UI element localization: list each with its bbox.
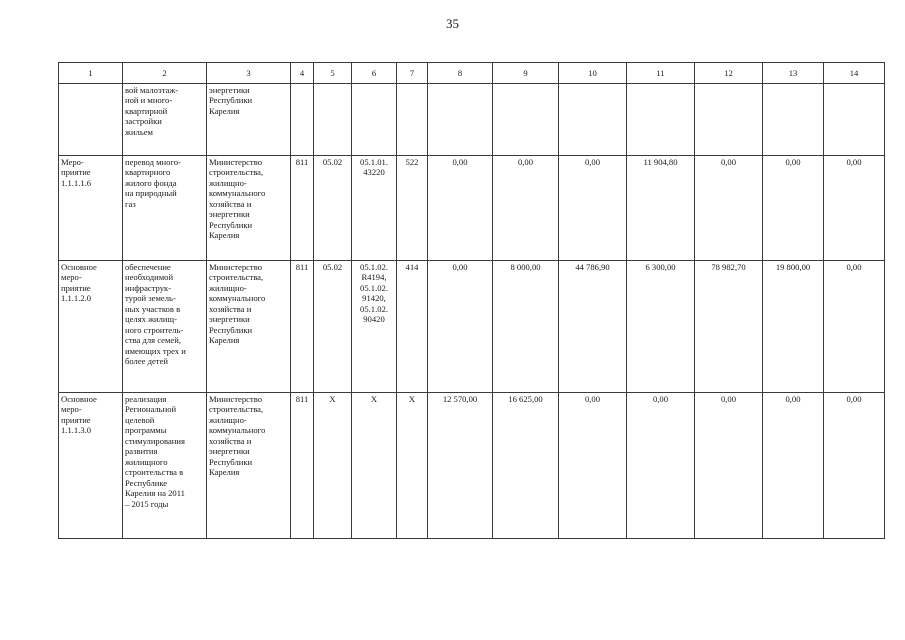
- target-article-cell: [352, 84, 397, 156]
- cell-line: инфраструк-: [125, 282, 172, 293]
- cell-line: Карелия: [209, 467, 240, 478]
- header-cell: 6: [352, 63, 397, 84]
- cell-line: турой земель-: [125, 293, 176, 304]
- cell-line: обеспечение: [125, 262, 171, 272]
- header-cell: 13: [763, 63, 824, 84]
- amount-cell: 11 904,80: [627, 156, 695, 261]
- cell-line: на природный: [125, 188, 177, 199]
- budget-table: [58, 62, 885, 539]
- cell-line: Республике: [125, 477, 168, 488]
- page-number: 35: [446, 16, 459, 31]
- amount-cell: 0,00: [559, 156, 627, 261]
- cell-line: квартирной: [125, 105, 168, 116]
- cell-line: Карелия: [209, 105, 240, 116]
- cell-line: строительства в: [125, 467, 184, 478]
- cell-line: Министерство: [209, 262, 262, 272]
- amount-cell: 78 982,70: [695, 261, 763, 393]
- cell-line: имеющих трех и: [125, 345, 186, 356]
- table-row: [59, 261, 885, 393]
- amount-cell: 0,00: [627, 393, 695, 539]
- amount-cell: 6 300,00: [627, 261, 695, 393]
- cell-line: энергетики: [209, 209, 250, 220]
- header-cell: 14: [824, 63, 885, 84]
- amount-cell: 0,00: [763, 156, 824, 261]
- cell-line: хозяйства и: [209, 435, 252, 446]
- cell-line: стимулирования: [125, 435, 185, 446]
- cell-line: 91420,: [362, 293, 386, 304]
- activity-code-cell: [59, 84, 123, 156]
- executor-cell: [207, 261, 291, 393]
- cell-line: Карелия на 2011: [125, 488, 185, 499]
- cell-line: Республики: [209, 219, 253, 230]
- cell-line: застройки: [125, 116, 162, 127]
- amount-cell: [627, 84, 695, 156]
- cell-line: приятие: [61, 414, 91, 425]
- cell-line: меро-: [61, 404, 82, 415]
- cell-line: целях жилищ-: [125, 314, 178, 325]
- amount-cell: [559, 84, 627, 156]
- grbs-cell: [291, 84, 314, 156]
- cell-line: вой малоэтаж-: [125, 85, 179, 95]
- amount-cell: 0,00: [695, 393, 763, 539]
- cell-line: перевод много-: [125, 157, 181, 167]
- cell-line: хозяйства и: [209, 303, 252, 314]
- amount-cell: 0,00: [559, 393, 627, 539]
- cell-line: Основное: [61, 262, 97, 272]
- cell-line: целевой: [125, 414, 155, 425]
- cell-line: ных участков в: [125, 303, 181, 314]
- activity-code-cell: [59, 156, 123, 261]
- cell-line: Меро-: [61, 157, 84, 167]
- activity-name-cell: [123, 261, 207, 393]
- cell-line: 05.1.01.: [360, 157, 388, 167]
- target-article-cell: [352, 393, 397, 539]
- cell-line: строительства,: [209, 404, 264, 415]
- expense-type-cell: [397, 84, 428, 156]
- expense-type-cell: 522: [397, 156, 428, 261]
- cell-line: Республики: [209, 456, 253, 467]
- cell-line: Республики: [209, 324, 253, 335]
- target-article-cell: [352, 261, 397, 393]
- header-cell: 8: [428, 63, 493, 84]
- cell-line: приятие: [61, 167, 91, 178]
- grbs-cell: 811: [291, 261, 314, 393]
- executor-cell: [207, 393, 291, 539]
- header-cell: 1: [59, 63, 123, 84]
- cell-line: Карелия: [209, 335, 240, 346]
- cell-line: X: [370, 394, 378, 404]
- header-cell: 5: [314, 63, 352, 84]
- cell-line: коммунального: [209, 293, 266, 304]
- cell-line: ной и много-: [125, 95, 173, 106]
- cell-line: программы: [125, 425, 167, 436]
- cell-line: ства для семей,: [125, 335, 181, 346]
- table-row: [59, 393, 885, 539]
- cell-line: более детей: [125, 356, 168, 367]
- amount-cell: 0,00: [428, 261, 493, 393]
- cell-line: коммунального: [209, 425, 266, 436]
- cell-line: 05.1.02.: [360, 262, 388, 272]
- amount-cell: 0,00: [695, 156, 763, 261]
- amount-cell: [824, 84, 885, 156]
- activity-code-cell: [59, 261, 123, 393]
- cell-line: Основное: [61, 394, 97, 404]
- amount-cell: 0,00: [428, 156, 493, 261]
- amount-cell: [695, 84, 763, 156]
- cell-line: энергетики: [209, 314, 250, 325]
- target-article-cell: [352, 156, 397, 261]
- cell-line: жилищно-: [209, 177, 247, 188]
- amount-cell: 8 000,00: [493, 261, 559, 393]
- section-cell: 05.02: [314, 156, 352, 261]
- cell-line: развития: [125, 446, 158, 457]
- cell-line: – 2015 годы: [125, 498, 169, 509]
- expense-type-cell: 414: [397, 261, 428, 393]
- cell-line: квартирного: [125, 167, 171, 178]
- header-cell: 12: [695, 63, 763, 84]
- header-cell: 2: [123, 63, 207, 84]
- cell-line: 1.1.1.2.0: [61, 293, 92, 304]
- amount-cell: 0,00: [824, 261, 885, 393]
- cell-line: коммунального: [209, 188, 266, 199]
- amount-cell: [428, 84, 493, 156]
- amount-cell: 16 625,00: [493, 393, 559, 539]
- cell-line: 1.1.1.3.0: [61, 425, 92, 436]
- activity-name-cell: [123, 393, 207, 539]
- cell-line: энергетики: [209, 446, 250, 457]
- expense-type-cell: X: [397, 393, 428, 539]
- amount-cell: [493, 84, 559, 156]
- cell-line: 90420: [363, 314, 385, 325]
- header-cell: 9: [493, 63, 559, 84]
- cell-line: жильем: [125, 126, 153, 137]
- cell-line: ного строитель-: [125, 324, 184, 335]
- cell-line: газ: [125, 198, 136, 209]
- cell-line: жилищного: [125, 456, 168, 467]
- cell-line: хозяйства и: [209, 198, 252, 209]
- cell-line: Карелия: [209, 230, 240, 241]
- amount-cell: [763, 84, 824, 156]
- amount-cell: 19 800,00: [763, 261, 824, 393]
- table-row: [59, 156, 885, 261]
- activity-name-cell: [123, 156, 207, 261]
- amount-cell: 12 570,00: [428, 393, 493, 539]
- cell-line: реализация: [125, 394, 167, 404]
- header-cell: 10: [559, 63, 627, 84]
- amount-cell: 0,00: [824, 393, 885, 539]
- cell-line: 05.1.02.: [360, 282, 388, 293]
- cell-line: жилищно-: [209, 414, 247, 425]
- header-row: [59, 63, 885, 84]
- amount-cell: 0,00: [763, 393, 824, 539]
- amount-cell: 0,00: [824, 156, 885, 261]
- table-row: [59, 84, 885, 156]
- header-cell: 11: [627, 63, 695, 84]
- cell-line: необходимой: [125, 272, 174, 283]
- header-cell: 4: [291, 63, 314, 84]
- cell-line: меро-: [61, 272, 82, 283]
- cell-line: R4194,: [361, 272, 387, 283]
- cell-line: 43220: [363, 167, 385, 178]
- section-cell: X: [314, 393, 352, 539]
- cell-line: Министерство: [209, 157, 262, 167]
- cell-line: 1.1.1.1.6: [61, 177, 92, 188]
- cell-line: строительства,: [209, 167, 264, 178]
- activity-name-cell: [123, 84, 207, 156]
- executor-cell: [207, 84, 291, 156]
- cell-line: Министерство: [209, 394, 262, 404]
- cell-line: строительства,: [209, 272, 264, 283]
- cell-line: жилищно-: [209, 282, 247, 293]
- cell-line: 05.1.02.: [360, 303, 388, 314]
- activity-code-cell: [59, 393, 123, 539]
- amount-cell: 44 786,90: [559, 261, 627, 393]
- cell-line: Республики: [209, 95, 253, 106]
- cell-line: жилого фонда: [125, 177, 177, 188]
- section-cell: [314, 84, 352, 156]
- header-cell: 7: [397, 63, 428, 84]
- header-cell: 3: [207, 63, 291, 84]
- grbs-cell: 811: [291, 393, 314, 539]
- cell-line: энергетики: [209, 85, 250, 95]
- amount-cell: 0,00: [493, 156, 559, 261]
- section-cell: 05.02: [314, 261, 352, 393]
- cell-line: Региональной: [125, 404, 177, 415]
- cell-line: приятие: [61, 282, 91, 293]
- executor-cell: [207, 156, 291, 261]
- grbs-cell: 811: [291, 156, 314, 261]
